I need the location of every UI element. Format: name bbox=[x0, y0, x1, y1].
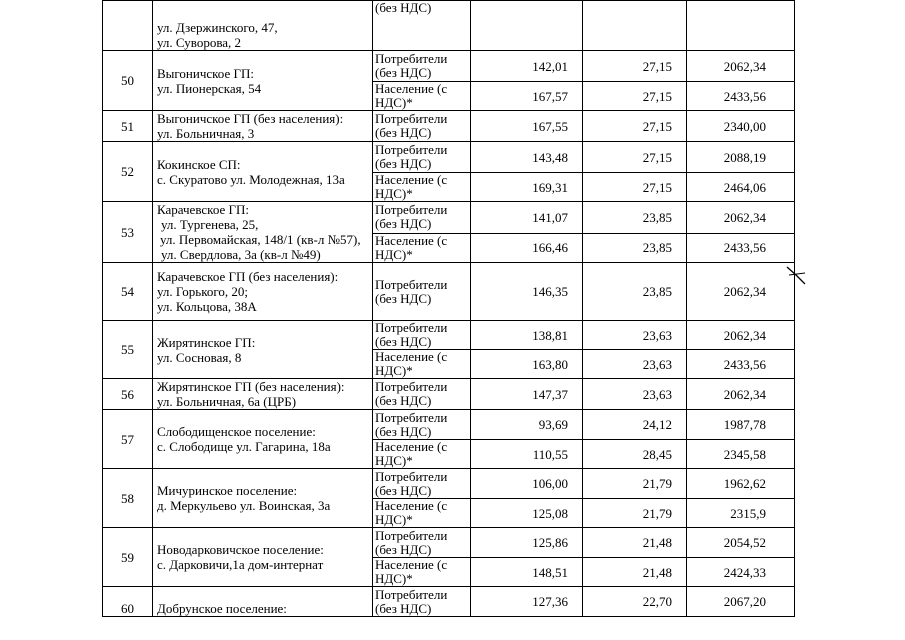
table-row bbox=[103, 469, 795, 499]
category-line: (без НДС) bbox=[375, 600, 432, 616]
value-1: 127,36 bbox=[532, 594, 568, 609]
value-1-cell bbox=[471, 111, 583, 142]
value-3: 2340,00 bbox=[723, 118, 766, 134]
value-1-cell bbox=[471, 321, 583, 350]
value-cell bbox=[583, 1, 687, 51]
location-line: Мичуринское поселение: bbox=[157, 483, 298, 498]
row-number-cell bbox=[103, 321, 153, 379]
location-line: Выгоничское ГП (без населения): bbox=[157, 111, 344, 126]
location-line: с. Скуратово ул. Молодежная, 13а bbox=[157, 171, 345, 187]
location-cell bbox=[153, 587, 373, 617]
consumer-category-cell bbox=[373, 469, 471, 499]
value-3: 2433,56 bbox=[723, 88, 766, 104]
row-number-cell bbox=[103, 410, 153, 469]
table-row bbox=[103, 263, 795, 321]
value-3: 2062,34 bbox=[723, 284, 766, 299]
value-3-cell bbox=[687, 528, 795, 558]
value-1: 169,31 bbox=[532, 179, 568, 195]
value-3-cell bbox=[687, 499, 795, 528]
category-line: Потребители bbox=[375, 111, 448, 126]
value-1-cell bbox=[471, 350, 583, 379]
value-2: 27,15 bbox=[642, 58, 672, 74]
value-2: 21,79 bbox=[642, 505, 672, 521]
category-line: (без НДС) bbox=[375, 65, 432, 80]
row-number-cell bbox=[103, 263, 153, 321]
location-cell bbox=[153, 142, 373, 202]
value-2: 27,15 bbox=[642, 179, 672, 195]
value-3-cell bbox=[687, 350, 795, 379]
value-3-cell bbox=[687, 410, 795, 440]
value-1-cell bbox=[471, 142, 583, 173]
category-line: Потребители bbox=[375, 468, 448, 484]
consumer-category-cell bbox=[373, 440, 471, 469]
value-3-cell bbox=[687, 51, 795, 82]
value-3-cell bbox=[687, 173, 795, 202]
value-2-cell bbox=[583, 263, 687, 321]
value-2: 23,63 bbox=[642, 356, 672, 372]
row-number: 60 bbox=[121, 601, 134, 616]
consumer-category-cell bbox=[373, 410, 471, 440]
value-1: 167,55 bbox=[532, 118, 568, 134]
value-2: 28,45 bbox=[642, 446, 672, 462]
row-number: 59 bbox=[121, 549, 134, 565]
consumer-category-cell bbox=[373, 202, 471, 234]
category-line: Потребители bbox=[375, 409, 448, 425]
value-3: 2088,19 bbox=[723, 149, 766, 165]
value-1-cell bbox=[471, 410, 583, 440]
value-2-cell bbox=[583, 321, 687, 350]
category-line: Потребители bbox=[375, 51, 448, 66]
consumer-category-cell bbox=[373, 499, 471, 528]
value-cell bbox=[687, 1, 795, 51]
consumer-category-cell bbox=[373, 233, 471, 262]
value-1: 110,55 bbox=[532, 446, 568, 462]
value-1: 106,00 bbox=[532, 476, 568, 491]
category-line: НДС)* bbox=[375, 95, 413, 110]
value-1: 166,46 bbox=[532, 240, 568, 256]
location-line: ул. Первомайская, 148/1 (кв-л №57), bbox=[160, 232, 361, 247]
value-2-cell bbox=[583, 528, 687, 558]
table-row bbox=[103, 202, 795, 234]
value-2: 23,63 bbox=[642, 327, 672, 343]
value-1: 163,80 bbox=[532, 356, 568, 372]
category-line: (без НДС) bbox=[375, 0, 432, 15]
value-3-cell bbox=[687, 111, 795, 142]
value-1-cell bbox=[471, 263, 583, 321]
category-line: Население (с bbox=[375, 349, 448, 364]
consumer-category-cell bbox=[373, 321, 471, 350]
category-line: НДС)* bbox=[375, 512, 413, 527]
location-line: ул. Больничная, 6а (ЦРБ) bbox=[157, 394, 297, 409]
tariff-table-body bbox=[103, 1, 795, 617]
value-3-cell bbox=[687, 379, 795, 410]
value-1: 146,35 bbox=[532, 284, 568, 299]
value-3-cell bbox=[687, 233, 795, 262]
row-number: 53 bbox=[121, 224, 134, 240]
category-line: Потребители bbox=[375, 527, 448, 543]
value-3-cell bbox=[687, 263, 795, 321]
value-3-cell bbox=[687, 142, 795, 173]
consumer-category-cell bbox=[373, 558, 471, 587]
value-2: 27,15 bbox=[642, 88, 672, 104]
value-3-cell bbox=[687, 202, 795, 234]
category-line: НДС)* bbox=[375, 186, 413, 201]
location-cell bbox=[153, 1, 373, 51]
value-3-cell bbox=[687, 321, 795, 350]
category-line: Потребители bbox=[375, 142, 448, 157]
location-line: д. Меркульево ул. Воинская, 3а bbox=[157, 498, 331, 513]
location-line: Карачевское ГП: bbox=[157, 202, 250, 217]
category-line: Население (с bbox=[375, 498, 448, 513]
location-line: Выгоничское ГП: bbox=[157, 65, 254, 81]
value-2-cell bbox=[583, 142, 687, 173]
table-row bbox=[103, 528, 795, 558]
value-1-cell bbox=[471, 440, 583, 469]
location-cell bbox=[153, 111, 373, 142]
category-line: (без НДС) bbox=[375, 125, 432, 140]
location-cell bbox=[153, 469, 373, 528]
value-3-cell bbox=[687, 558, 795, 587]
row-number-cell bbox=[103, 379, 153, 410]
value-cell bbox=[471, 1, 583, 51]
value-1: 142,01 bbox=[532, 58, 568, 74]
value-2-cell bbox=[583, 82, 687, 111]
value-2-cell bbox=[583, 350, 687, 379]
value-2: 23,85 bbox=[642, 240, 672, 256]
value-2: 27,15 bbox=[642, 149, 672, 165]
category-line: (без НДС) bbox=[375, 541, 432, 557]
location-line: Кокинское СП: bbox=[157, 156, 241, 172]
location-line: ул. Кольцова, 38А bbox=[157, 299, 257, 314]
category-line: (без НДС) bbox=[375, 156, 432, 171]
category-line: Потребители bbox=[375, 320, 448, 335]
category-line: НДС)* bbox=[375, 571, 413, 586]
value-3: 2433,56 bbox=[723, 240, 766, 256]
value-3: 2054,52 bbox=[723, 535, 766, 550]
row-number-cell bbox=[103, 587, 153, 617]
consumer-category-cell bbox=[373, 587, 471, 617]
value-3: 2464,06 bbox=[723, 179, 766, 195]
table-row bbox=[103, 410, 795, 440]
location-line: ул. Больничная, 3 bbox=[157, 126, 255, 141]
table-row bbox=[103, 51, 795, 82]
value-2-cell bbox=[583, 233, 687, 262]
value-2: 21,48 bbox=[642, 535, 672, 550]
value-3: 2062,34 bbox=[723, 327, 766, 343]
value-1-cell bbox=[471, 173, 583, 202]
row-number-cell bbox=[103, 469, 153, 528]
row-number-cell bbox=[103, 202, 153, 263]
location-line: ул. Тургенева, 25, bbox=[161, 217, 259, 232]
consumer-category-cell bbox=[373, 142, 471, 173]
row-number-cell bbox=[103, 111, 153, 142]
category-line: Население (с bbox=[375, 439, 448, 454]
category-line: (без НДС) bbox=[375, 290, 432, 306]
value-3: 2067,20 bbox=[723, 594, 766, 609]
location-line: Новодарковичское поселение: bbox=[157, 542, 324, 557]
table-row bbox=[103, 321, 795, 350]
value-2: 23,63 bbox=[642, 386, 672, 402]
location-cell bbox=[153, 410, 373, 469]
value-2: 21,48 bbox=[642, 564, 672, 580]
value-1: 125,08 bbox=[532, 505, 568, 521]
value-3: 2062,34 bbox=[723, 58, 766, 74]
value-1-cell bbox=[471, 202, 583, 234]
location-cell bbox=[153, 263, 373, 321]
category-line: Потребители bbox=[375, 379, 448, 394]
consumer-category-cell bbox=[373, 51, 471, 82]
value-3: 2315,9 bbox=[730, 505, 766, 521]
value-1-cell bbox=[471, 558, 583, 587]
value-3: 2433,56 bbox=[723, 356, 766, 372]
value-2-cell bbox=[583, 379, 687, 410]
value-3: 1987,78 bbox=[723, 417, 766, 432]
row-number-cell bbox=[103, 51, 153, 111]
category-line: Потребители bbox=[375, 202, 448, 218]
value-2-cell bbox=[583, 440, 687, 469]
consumer-category-cell bbox=[373, 173, 471, 202]
value-2-cell bbox=[583, 558, 687, 587]
category-line: (без НДС) bbox=[375, 216, 432, 232]
value-1: 143,48 bbox=[532, 149, 568, 165]
location-line: с. Слободище ул. Гагарина, 18а bbox=[157, 439, 331, 454]
category-line: (без НДС) bbox=[375, 482, 432, 498]
value-1: 138,81 bbox=[532, 327, 568, 343]
category-line: НДС)* bbox=[375, 363, 413, 378]
value-1-cell bbox=[471, 82, 583, 111]
value-2-cell bbox=[583, 111, 687, 142]
category-line: НДС)* bbox=[375, 246, 413, 262]
consumer-category-cell bbox=[373, 1, 471, 51]
value-2: 23,85 bbox=[642, 209, 672, 225]
value-3: 2345,58 bbox=[723, 446, 766, 462]
category-line: (без НДС) bbox=[375, 423, 432, 439]
location-cell bbox=[153, 528, 373, 587]
row-number-cell bbox=[103, 142, 153, 202]
value-2-cell bbox=[583, 410, 687, 440]
category-line: (без НДС) bbox=[375, 334, 432, 349]
tariff-table bbox=[102, 0, 795, 617]
category-line: Население (с bbox=[375, 81, 448, 96]
location-line: Жирятинское ГП (без населения): bbox=[157, 379, 345, 394]
location-line: Карачевское ГП (без населения): bbox=[157, 269, 339, 284]
value-3-cell bbox=[687, 469, 795, 499]
value-1-cell bbox=[471, 528, 583, 558]
row-number: 52 bbox=[121, 164, 134, 179]
address-line: ул. Дзержинского, 47, bbox=[157, 20, 278, 35]
row-number: 56 bbox=[121, 386, 134, 402]
value-2-cell bbox=[583, 469, 687, 499]
value-3-cell bbox=[687, 440, 795, 469]
category-line: Население (с bbox=[375, 557, 448, 572]
row-number-cell bbox=[103, 528, 153, 587]
location-line: ул. Свердлова, 3а (кв-л №49) bbox=[161, 247, 321, 262]
location-cell bbox=[153, 51, 373, 111]
consumer-category-cell bbox=[373, 379, 471, 410]
location-line: с. Дарковичи,1а дом-интернат bbox=[157, 557, 324, 572]
value-3-cell bbox=[687, 587, 795, 617]
consumer-category-cell bbox=[373, 528, 471, 558]
value-3: 2062,34 bbox=[723, 386, 766, 402]
value-1: 93,69 bbox=[538, 417, 568, 432]
category-line: Население (с bbox=[375, 233, 448, 248]
location-cell bbox=[153, 321, 373, 379]
table-row bbox=[103, 142, 795, 173]
value-2-cell bbox=[583, 202, 687, 234]
location-cell bbox=[153, 379, 373, 410]
table-row bbox=[103, 1, 795, 51]
row-number: 51 bbox=[121, 118, 134, 134]
location-line: ул. Горького, 20; bbox=[157, 284, 248, 299]
row-number: 50 bbox=[121, 73, 134, 88]
value-1-cell bbox=[471, 51, 583, 82]
value-2: 27,15 bbox=[642, 118, 672, 134]
row-number: 55 bbox=[121, 342, 134, 357]
table-row bbox=[103, 379, 795, 410]
consumer-category-cell bbox=[373, 350, 471, 379]
value-1-cell bbox=[471, 379, 583, 410]
value-1: 148,51 bbox=[532, 564, 568, 580]
value-1: 147,37 bbox=[532, 386, 568, 402]
location-line: Жирятинское ГП: bbox=[157, 334, 256, 350]
consumer-category-cell bbox=[373, 82, 471, 111]
value-1-cell bbox=[471, 499, 583, 528]
value-1-cell bbox=[471, 233, 583, 262]
value-2: 22,70 bbox=[642, 594, 672, 609]
value-1: 141,07 bbox=[532, 209, 568, 225]
value-2: 24,12 bbox=[642, 417, 672, 432]
value-3: 2424,33 bbox=[723, 564, 766, 580]
value-3: 1962,62 bbox=[723, 476, 766, 491]
consumer-category-cell bbox=[373, 111, 471, 142]
row-number-cell bbox=[103, 1, 153, 51]
value-1: 125,86 bbox=[532, 535, 568, 550]
table-row bbox=[103, 587, 795, 617]
value-3: 2062,34 bbox=[723, 209, 766, 225]
value-2-cell bbox=[583, 587, 687, 617]
table-row bbox=[103, 111, 795, 142]
location-line: ул. Сосновая, 8 bbox=[157, 349, 242, 365]
value-2-cell bbox=[583, 51, 687, 82]
location-cell bbox=[153, 202, 373, 263]
value-1: 167,57 bbox=[532, 88, 568, 104]
location-line: Слободищенское поселение: bbox=[157, 424, 316, 439]
value-2: 21,79 bbox=[642, 476, 672, 491]
pen-mark-icon bbox=[785, 264, 809, 286]
value-3-cell bbox=[687, 82, 795, 111]
value-2: 23,85 bbox=[642, 284, 672, 299]
category-line: Потребители bbox=[375, 586, 448, 602]
value-1-cell bbox=[471, 587, 583, 617]
consumer-category-cell bbox=[373, 263, 471, 321]
location-line: ул. Пионерская, 54 bbox=[157, 80, 262, 96]
value-2-cell bbox=[583, 173, 687, 202]
value-1-cell bbox=[471, 469, 583, 499]
row-number: 54 bbox=[121, 284, 134, 299]
category-line: (без НДС) bbox=[375, 393, 432, 408]
row-number: 57 bbox=[121, 431, 134, 447]
value-2-cell bbox=[583, 499, 687, 528]
address-line: ул. Суворова, 2 bbox=[157, 35, 242, 50]
category-line: НДС)* bbox=[375, 453, 413, 468]
location-line: Добрунское поселение: bbox=[157, 601, 287, 616]
category-line: Потребители bbox=[375, 276, 448, 292]
category-line: Население (с bbox=[375, 172, 448, 187]
row-number: 58 bbox=[121, 490, 134, 506]
